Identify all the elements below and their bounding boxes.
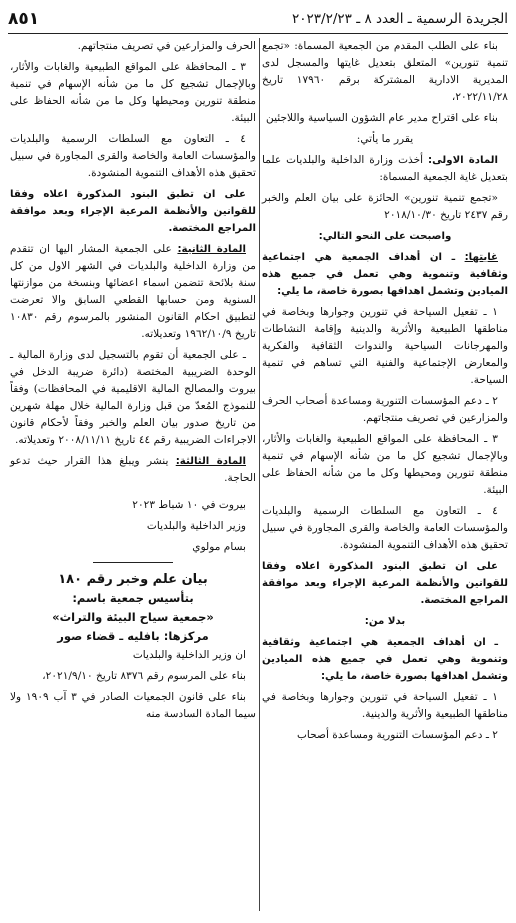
page-number: ٨٥١ <box>8 9 40 29</box>
paragraph: بناء على الطلب المقدم من الجمعية المسماة: «تجمع تنمية تنورين» المتعلق بتعديل غايتها والمسجل لدى المديرية الادارية المشتركة برقم ١٧٩٦٠ تاريخ ٢٠٢٢/١١/٢٨، <box>262 40 509 103</box>
apply-clause: على ان تطبق البنود المذكورة اعلاه وفقا للقوانين والأنظمة المرعية الإجراء وبعد موافقة المراجع المختصة. <box>10 189 256 234</box>
article-1-quote: «تجمع تنمية تنورين» الحائزة على بيان العلم والخبر رقم ٢٤٣٧ تاريخ ٢٠١٨/١٠/٣٠ <box>262 192 508 221</box>
list-item: ١ ـ تفعيل السياحة في تنورين وجوارها وبخاصة في مناطقها الطبيعية والأثرية والدينية وإقامة النشاطات والمهرجانات السياحية والندوات الثقافية والفكرية والمعارض الإجتماعية والفنية التي تساهم في تنمية السياحة. <box>262 306 508 386</box>
association-name: «جمعية سياح البيئة والتراث» <box>52 610 214 624</box>
notice-title: بيان علم وخبر رقم ١٨٠ <box>58 572 208 587</box>
article-3-label: المادة الثالثة: <box>175 456 246 467</box>
article-2-text: على الجمعية المشار اليها ان تتقدم من وزارة الداخلية والبلديات في الشهر الاول من كل سنة بلائحة تتضمن اسماء اعضائها وبنسخة من موازنتها السنوية ومن حسابها القطعي السابق والا تعرضت لتطبيق احكام القانون المنشور بالمرسوم رقم ١٠٨٣٠ تاريخ ١٩٦٢/١٠/٩ وتعديلاته. <box>10 243 256 340</box>
page-header <box>8 6 508 32</box>
section-separator <box>93 562 173 563</box>
minister-title: وزير الداخلية والبلديات <box>146 520 246 532</box>
list-item: ٣ ـ المحافظة على المواقع الطبيعية والغابات والأثار، وبالإجمال تشجيع كل ما من شأنه الإسهام في تنمية منطقة تنورين ومحيطها وكل ما من شأنه الحفاظ على البيئة. <box>10 61 256 124</box>
article-1-text: أخذت وزارة الداخلية والبلديات علما بتعديل غاية الجمعية المسماة: <box>262 154 508 183</box>
right-column <box>262 38 508 748</box>
article-2-label: المادة الثانية: <box>177 244 246 255</box>
list-item: ٤ ـ التعاون مع السلطات الرسمية والبلديات والمؤسسات العامة والخاصة والقرى المجاورة في سبيل تحقيق هذه الأهداف التنموية المنشودة. <box>262 505 508 551</box>
became-line: واصبحت على النحو التالي: <box>318 231 452 242</box>
instead-line: بدلا من: <box>364 616 406 627</box>
list-item: ١ ـ تفعيل السياحة في تنورين وجوارها وبخاصة في مناطقها الطبيعية والأثرية والدينية. <box>262 691 508 720</box>
article-2 <box>10 241 256 343</box>
paragraph: بناء على قانون الجمعيات الصادر في ٣ آب ١٩٠٩ ولا سيما المادة السادسة منه <box>10 691 256 720</box>
list-item: ٣ ـ المحافظة على المواقع الطبيعية والغابات والأثار، وبالإجمال تشجيع كل ما من شأنه الإسهام في تنمية منطقة تنورين ومحيطها وكل ما من شأنه الحفاظ على البيئة. <box>262 433 508 496</box>
old-goal: ـ ان أهداف الجمعية هي اجتماعية وثقافية وتنموية وهي تعمل في جميع هذه الميادين وتشمل اهدافها بصورة خاصة، ما يلي: <box>262 637 508 682</box>
goal <box>262 249 508 300</box>
left-column <box>10 38 256 727</box>
article-3 <box>10 453 256 487</box>
article-1-label: المادة الاولى: <box>428 155 498 166</box>
article-1 <box>262 152 508 186</box>
goal-label: غايتها: <box>464 252 498 263</box>
article-3-text: ينشر ويبلغ هذا القرار حيث تدعو الحاجة. <box>10 455 256 484</box>
tax-clause: ـ على الجمعية أن تقوم بالتسجيل لدى وزارة المالية ـ الوحدة الضريبية المختصة (دائرة ضريبة الدخل في بيروت والمصالح المالية الاقليمية في المحافظات) وفقاً للنموذج المُعدّ من قبل وزارة المالية خلال مهلة شهرين من تاريخ صدور بيان العلم والخبر وفقاً لأحكام قانون الاجراءات الضريبية رقم ٤٤ تاريخ ٢٠٠٨/١١/١١ وتعديلاته. <box>10 349 256 446</box>
paragraph: بناء على اقتراح مدير عام الشؤون السياسية واللاجئين <box>266 112 498 124</box>
list-item: ٤ ـ التعاون مع السلطات الرسمية والبلديات والمؤسسات العامة والخاصة والقرى المجاورة في سبيل تحقيق هذه الأهداف التنموية المنشودة. <box>10 133 256 179</box>
minister-name: بسام مولوي <box>192 541 246 553</box>
column-divider <box>259 38 260 911</box>
goal-text: ـ ان أهداف الجمعية هي اجتماعية وثقافية وتنموية وهي تعمل في جميع هذه الميادين وتشمل اهدافها بصورة خاصة، ما يلي: <box>262 252 508 297</box>
paragraph: ان وزير الداخلية والبلديات <box>132 649 246 661</box>
header-rule <box>8 33 508 34</box>
association-center: مركزها: بافليه ـ قضاء صور <box>57 629 209 643</box>
paragraph: بناء على المرسوم رقم ٨٣٧٦ تاريخ ٢٠٢١/٩/١٠، <box>42 670 246 682</box>
decides-line: يقرر ما يأتي: <box>356 133 414 145</box>
signature-date: بيروت في ١٠ شباط ٢٠٢٣ <box>132 499 246 511</box>
list-item: ٢ ـ دعم المؤسسات التنورية ومساعدة أصحاب <box>296 729 498 741</box>
notice-subtitle: بتأسيس جمعية باسم: <box>72 591 194 605</box>
paragraph: الحرف والمزارعين في تصريف منتجاتهم. <box>77 40 256 52</box>
list-item: ٢ ـ دعم المؤسسات التنورية ومساعدة أصحاب الحرف والمزارعين في تصريف منتجاتهم. <box>262 395 508 424</box>
gazette-title: الجريدة الرسمية ـ العدد ٨ ـ ٢٠٢٣/٢/٢٣ <box>292 11 508 27</box>
apply-clause: على ان تطبق البنود المذكورة اعلاه وفقا للقوانين والأنظمة المرعية الإجراء وبعد موافقة المراجع المختصة. <box>262 561 508 606</box>
